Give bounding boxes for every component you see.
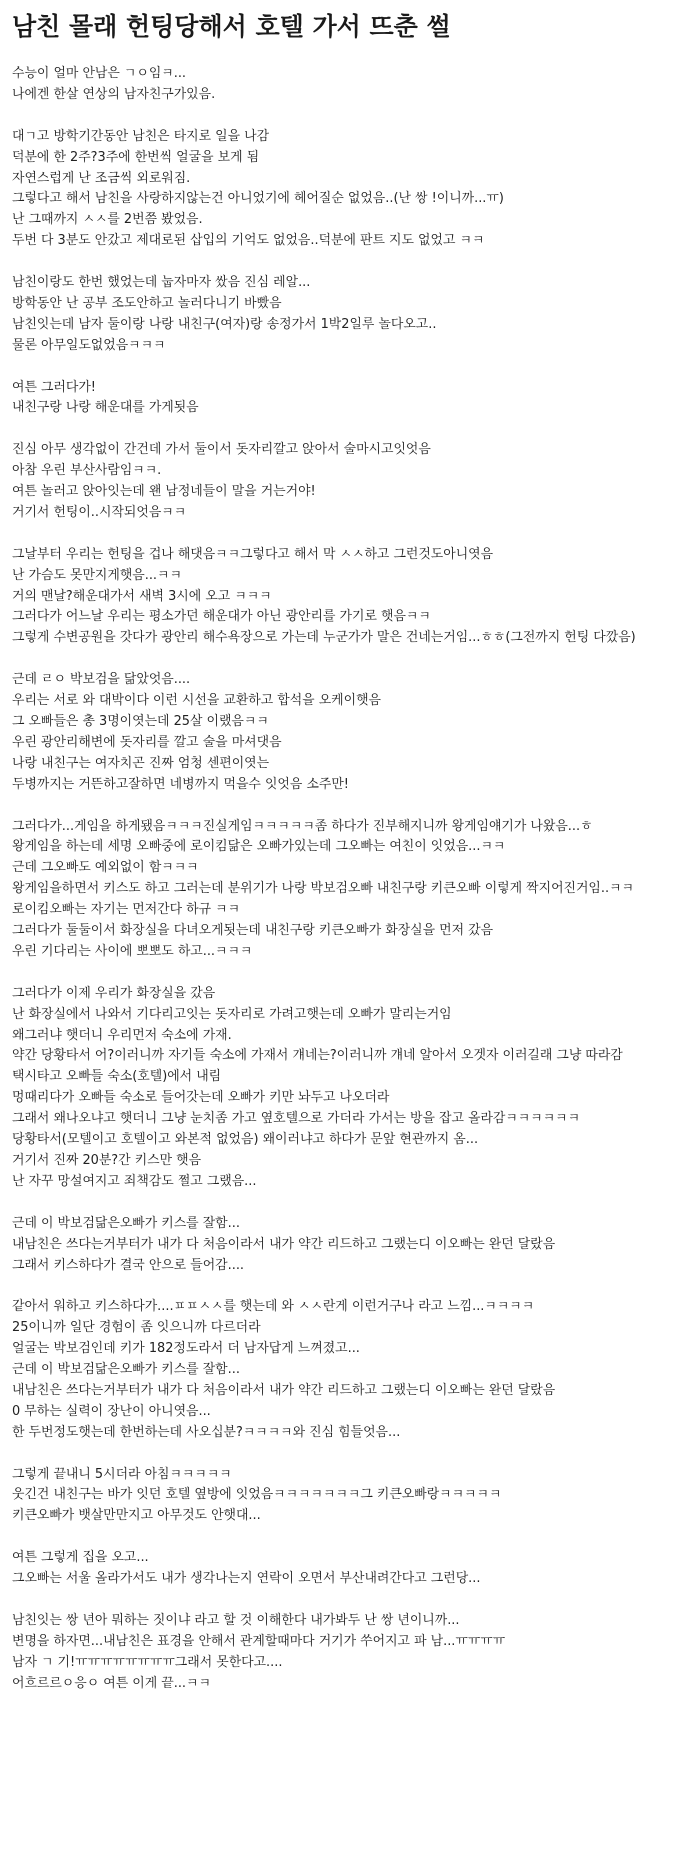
post-text-line: 왕게임을하면서 키스도 하고 그러는데 분위기가 나랑 박보검오빠 내친구랑 키큰오빠 이렇게 짝지어진거임..ㅋㅋ (12, 881, 634, 897)
post-text-line: 그오빠는 서울 올라가서도 내가 생각나는지 연락이 오면서 부산내려간다고 그런당... (12, 1571, 481, 1587)
post-title: 남친 몰래 헌팅당해서 호텔 가서 뜨춘 썰 (12, 12, 451, 41)
post-text-line: 0 무하는 실력이 장난이 아니엿음... (12, 1403, 211, 1419)
blank-line (12, 524, 688, 545)
post-text-line: 우린 광안리해변에 돗자리를 깔고 술을 마셔댓음 (12, 734, 282, 750)
post-text-line: 진심 아무 생각없이 간건데 가서 둘이서 돗자리깔고 앉아서 술마시고잇엇음 (12, 442, 431, 458)
post-text-line: 내남친은 쓰다는거부터가 내가 다 처음이라서 내가 약간 리드하고 그랬는디 이오빠는 완던 달랐음 (12, 1236, 556, 1252)
post-text-line: 우리는 서로 와 대박이다 이런 시선을 교환하고 합석을 오케이햇음 (12, 693, 381, 709)
post-text-line: 택시타고 오빠들 숙소(호텔)에서 내림 (12, 1069, 222, 1085)
post-text-line: 그렇게 끝내니 5시더라 아침ㅋㅋㅋㅋㅋ (12, 1466, 232, 1482)
post-body (12, 64, 688, 1694)
post-text-line: 대ㄱ고 방학기간동안 남친은 타지로 일을 나감 (12, 128, 270, 144)
post-text-line: 그날부터 우리는 헌팅을 겁나 해댓음ㅋㅋ그렇다고 해서 막 ㅅㅅ하고 그런것도아니엿음 (12, 546, 494, 562)
post-text-line: 그렇다고 해서 남친을 사랑하지않는건 아니었기에 헤어질순 없었음..(난 쌍 !이니까...ㅠ) (12, 191, 504, 207)
post-text-line: 그렇게 수변공원을 갓다가 광안리 해수욕장으로 가는데 누군가가 말은 건네는거임...ㅎㅎ(그전까지 헌팅 다깠음) (12, 630, 636, 646)
post-text-line: 왕게임을 하는데 세명 오빠중에 로이킴닮은 오빠가있는데 그오빠는 여친이 잇었음...ㅋㅋ (12, 839, 506, 855)
post-text-line: 거기서 헌팅이..시작되엇음ㅋㅋ (12, 504, 187, 520)
post-text-line: 방학동안 난 공부 조도안하고 놀러다니기 바빴음 (12, 295, 282, 311)
post-text-line: 내남친은 쓰다는거부터가 내가 다 처음이라서 내가 약간 리드하고 그랬는디 이오빠는 완던 달랐음 (12, 1382, 556, 1398)
post-text-line: 얼굴는 박보검인데 키가 182정도라서 더 남자답게 느껴졌고... (12, 1341, 360, 1357)
post-text-line: 거의 맨날?해운대가서 새벽 3시에 오고 ㅋㅋㅋ (12, 588, 272, 604)
post-text-line: 그러다가...게임을 하게됐음ㅋㅋㅋ진실게임ㅋㅋㅋㅋㅋ좀 하다가 진부해지니까 왕게임얘기가 나왔음...ㅎ (12, 818, 593, 834)
post-text-line: 어흐르르ㅇ응ㅇ 여튼 이게 끝...ㅋㅋ (12, 1675, 211, 1691)
post-text-line: 남자 ㄱ 기!ㅠㅠㅠㅠㅠㅠㅠㅠ그래서 못한다고.... (12, 1654, 283, 1670)
post-text-line: 키큰오빠가 뱃살만만지고 아무것도 안햇대... (12, 1508, 261, 1524)
post-text-line: 그러다가 둘둘이서 화장실을 다녀오게됫는데 내친구랑 키큰오빠가 화장실을 먼저 갔음 (12, 923, 494, 939)
post-text-line: 근데 ㄹㅇ 박보검을 닮았엇음.... (12, 672, 191, 688)
blank-line (12, 1444, 688, 1465)
blank-line (12, 1590, 688, 1611)
post-text-line: 근데 이 박보검닮은오빠가 키스를 잘함... (12, 1362, 240, 1378)
post-text-line: 여튼 그렇게 집을 오고... (12, 1550, 149, 1566)
post-text-line: 한 두번정도햇는데 한번하는데 사오십분?ㅋㅋㅋㅋ와 진심 힘들엇음... (12, 1424, 401, 1440)
post-text-line: 난 화장실에서 나와서 기다리고잇는 돗자리로 가려고햇는데 오빠가 말리는거임 (12, 1006, 452, 1022)
post-text-line: 변명을 하자면...내남친은 표경을 안해서 관계할때마다 거기가 쑤어지고 파 남...ㅠㅠㅠㅠ (12, 1633, 506, 1649)
blank-line (12, 1527, 688, 1548)
blank-line (12, 252, 688, 273)
post-text-line: 그래서 키스하다가 결국 안으로 들어감.... (12, 1257, 245, 1273)
post-text-line: 왜그러냐 햇더니 우리먼저 숙소에 가재. (12, 1027, 232, 1043)
post-text-line: 그 오빠들은 총 3명이엿는데 25살 이랬음ㅋㅋ (12, 714, 269, 729)
blank-line (12, 649, 688, 670)
post-text-line: 근데 이 박보검닮은오빠가 키스를 잘함... (12, 1215, 240, 1231)
post-text-line: 두병까지는 거뜬하고잘하면 네병까지 먹을수 잇엇음 소주만! (12, 776, 349, 792)
post-text-line: 그러다가 이제 우리가 화장실을 갔음 (12, 985, 216, 1001)
blank-line (12, 963, 688, 984)
post-text-line: 여튼 그러다가! (12, 379, 96, 395)
blank-line (12, 796, 688, 817)
post-text-line: 나랑 내친구는 여자치곤 진짜 엄청 센편이엿는 (12, 755, 270, 771)
post-text-line: 같아서 워하고 키스하다가....ㅍㅍㅅㅅ를 햇는데 와 ㅅㅅ란게 이런거구나 라고 느낌...ㅋㅋㅋㅋ (12, 1299, 535, 1315)
blank-line (12, 106, 688, 127)
post-text-line: 우린 기다리는 사이에 뽀뽀도 하고...ㅋㅋㅋ (12, 943, 253, 959)
post-text-line: 난 자꾸 망설여지고 죄책감도 쩔고 그랬음... (12, 1173, 257, 1189)
post-text-line: 근데 그오빠도 예외없이 함ㅋㅋㅋ (12, 860, 199, 876)
post-text-line: 당황타서(모텔이고 호텔이고 와본적 없었음) 왜이러냐고 하다가 문앞 현관까지 옴... (12, 1132, 479, 1148)
post-text-line: 나에겐 한살 연상의 남자친구가있음. (12, 86, 216, 102)
blank-line (12, 1193, 688, 1214)
blank-line (12, 1276, 688, 1297)
post-text-line: 아참 우린 부산사람임ㅋㅋ. (12, 463, 162, 479)
post-text-line: 남친이랑도 한번 했었는데 눕자마자 쌌음 진심 레알... (12, 275, 311, 291)
blank-line (12, 419, 688, 440)
post-text-line: 덕분에 한 2주?3주에 한번씩 얼굴을 보게 됨 (12, 149, 260, 165)
blank-line (12, 357, 688, 378)
post-text-line: 두번 다 3분도 안갔고 제대로된 삽입의 기억도 없었음..덕분에 판트 지도 없었고 ㅋㅋ (12, 233, 485, 249)
post-text-line: 거기서 진짜 20분?간 키스만 햇음 (12, 1153, 202, 1168)
post-text-line: 25이니까 일단 경험이 좀 잇으니까 다르더라 (12, 1320, 261, 1336)
post-text-line: 수능이 얼마 안남은 ㄱㅇ임ㅋ... (12, 66, 187, 81)
post-text-line: 여튼 놀러고 앉아잇는데 왠 남정네들이 말을 거는거야! (12, 484, 316, 500)
post-text-line: 멍때리다가 오빠들 숙소로 들어갓는데 오빠가 키만 놔두고 나오더라 (12, 1090, 390, 1106)
post-text-line: 자연스럽게 난 조금씩 외로워짐. (12, 170, 191, 186)
post-text-line: 그래서 왜나오냐고 햇더니 그냥 눈치좀 가고 옆호텔으로 가더라 가서는 방을 잡고 올라감ㅋㅋㅋㅋㅋㅋ (12, 1111, 581, 1127)
post-text-line: 약간 당황타서 어?이러니까 자기들 숙소에 가재서 걔네는?이러니까 걔네 알아서 오겟자 이러길래 그냥 따라감 (12, 1048, 623, 1064)
post-text-line: 그러다가 어느날 우리는 평소가던 해운대가 아닌 광안리를 가기로 햇음ㅋㅋ (12, 609, 431, 625)
post-text-line: 난 그때까지 ㅅㅅ를 2번쯤 봤었음. (12, 212, 203, 228)
post-text-line: 웃긴건 내친구는 바가 잇던 호텔 옆방에 잇었음ㅋㅋㅋㅋㅋㅋㅋ그 키큰오빠랑ㅋㅋㅋㅋㅋ (12, 1487, 502, 1503)
post-text-line: 남친잇는데 남자 둘이랑 나랑 내친구(여자)랑 송정가서 1박2일루 놀다오고.. (12, 316, 437, 332)
post-text-line: 내친구랑 나랑 해운대를 가게됫음 (12, 400, 199, 416)
post-text-line: 물론 아무일도없었음ㅋㅋㅋ (12, 337, 166, 353)
post-text-line: 로이킴오빠는 자기는 먼저간다 하규 ㅋㅋ (12, 902, 241, 918)
post-text-line: 난 가슴도 못만지게햇음...ㅋㅋ (12, 567, 182, 583)
post-text-line: 남친잇는 쌍 년아 뭐하는 짓이냐 라고 할 것 이해한다 내가봐두 난 쌍 년이니까... (12, 1612, 460, 1628)
